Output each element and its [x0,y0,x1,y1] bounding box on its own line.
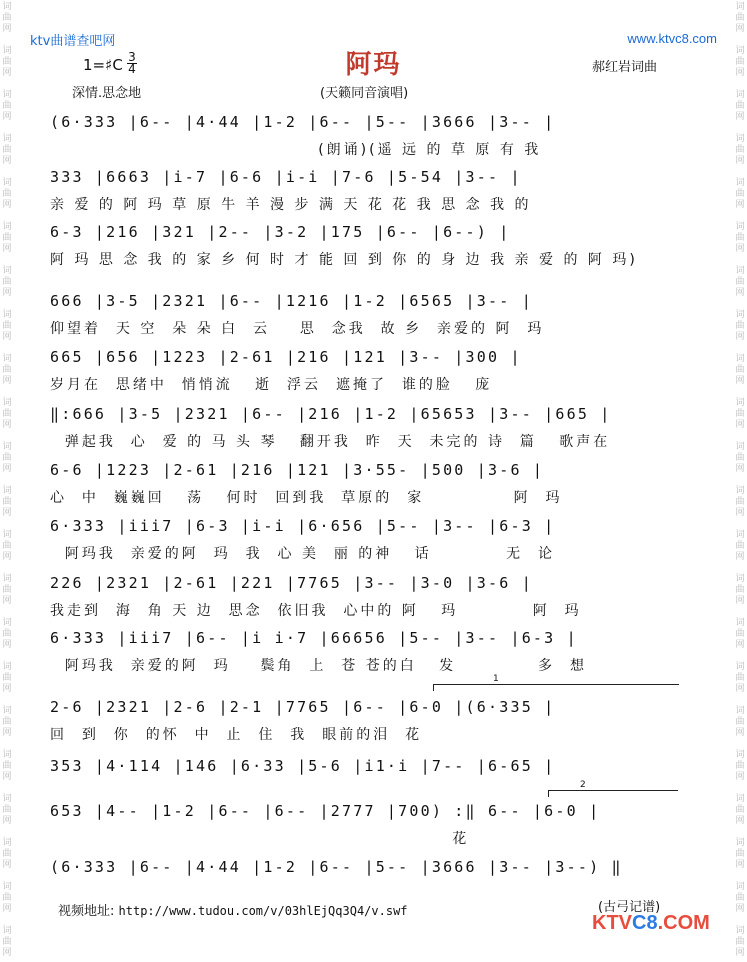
watermark-char: 网 [735,552,745,562]
watermark-char: 词 [735,926,745,936]
watermark-char: 词 [735,46,745,56]
watermark-char: 网 [735,816,745,826]
watermark-char: 网 [735,288,745,298]
video-url[interactable]: http://www.tudou.com/v/03hlEjQq3Q4/v.swf [118,904,408,918]
score-lyrics-row: 阿玛我 亲爱的阿 玛 鬓角 上 苍 苍的白 发 多 想 [50,658,587,674]
watermark-char: 网 [2,24,12,34]
watermark-char: 曲 [2,937,12,947]
watermark-char: 网 [2,904,12,914]
watermark-char: 词 [735,354,745,364]
watermark-char: 网 [735,376,745,386]
score-notes-row: 6-3 |216 |321 |2-- |3-2 |175 |6-- |6--) | [50,223,511,241]
watermark-char: 网 [735,200,745,210]
watermark-char: 网 [2,332,12,342]
watermark-char: 词 [735,442,745,452]
watermark-char: 网 [2,596,12,606]
watermark-char: 曲 [735,585,745,595]
watermark-char: 网 [2,112,12,122]
watermark-char: 曲 [2,893,12,903]
meter-bottom: 4 [128,62,136,76]
watermark-char: 曲 [735,145,745,155]
score-notes-row: 353 |4·114 |146 |6·33 |5-6 |i1·i |7-- |6-65 | [50,757,556,775]
watermark-char: 曲 [735,673,745,683]
score-notes-row: 333 |6663 |i-7 |6-6 |i-i |7-6 |5-54 |3-- | [50,168,522,186]
watermark-char: 词 [2,486,12,496]
watermark-char: 曲 [2,189,12,199]
site-name[interactable]: ktv曲谱查吧网 [30,34,116,49]
watermark-char: 词 [2,398,12,408]
watermark-char: 词 [735,266,745,276]
watermark-char: 词 [2,442,12,452]
score-lyrics-row: 弹起我 心 爱 的 马 头 琴 翻开我 昨 天 未完的 诗 篇 歌声在 [50,434,611,450]
score-notes-row: 226 |2321 |2-61 |221 |7765 |3-- |3-0 |3-6 | [50,574,533,592]
watermark-char: 网 [735,464,745,474]
watermark-char: 网 [735,332,745,342]
left-watermark [0,0,14,962]
score-notes-row: 653 |4-- |1-2 |6-- |6-- |2777 |700) :‖ 6-- |6-0 | [50,802,601,820]
score-lyrics-row: (朗诵)(遥 远 的 草 原 有 我 [50,142,542,158]
watermark-char: 曲 [735,629,745,639]
watermark-char: 网 [735,596,745,606]
score-lyrics-row: 亲 爱 的 阿 玛 草 原 牛 羊 漫 步 满 天 花 花 我 思 念 我 的 [50,197,532,213]
video-label: 视频地址: [58,904,115,919]
watermark-char: 曲 [2,717,12,727]
score-notes-row: 665 |656 |1223 |2-61 |216 |121 |3-- |300 | [50,348,522,366]
watermark-char: 网 [2,728,12,738]
watermark-char: 词 [735,618,745,628]
watermark-char: 曲 [2,321,12,331]
mood-marking: 深情.思念地 [72,86,142,101]
watermark-char: 网 [2,420,12,430]
watermark-char: 曲 [735,409,745,419]
watermark-char: 词 [735,2,745,12]
watermark-char: 网 [2,860,12,870]
score-notes-row: 6·333 |iii7 |6-- |i i·7 |66656 |5-- |3-- |6-3 | [50,629,578,647]
score-notes-row: 2-6 |2321 |2-6 |2-1 |7765 |6-- |6-0 |(6·335 | [50,698,556,716]
watermark-char: 曲 [2,101,12,111]
watermark-char: 曲 [2,233,12,243]
watermark-char: 词 [735,486,745,496]
watermark-char: 曲 [735,849,745,859]
song-title: 阿玛 [345,50,402,80]
watermark-char: 网 [2,244,12,254]
watermark-char: 网 [735,244,745,254]
watermark-char: 词 [2,222,12,232]
meter-top: 3 [128,50,136,64]
watermark-char: 曲 [735,805,745,815]
watermark-char: 词 [2,178,12,188]
watermark-char: 网 [2,376,12,386]
watermark-char: 曲 [735,717,745,727]
watermark-char: 词 [2,706,12,716]
watermark-char: 网 [2,508,12,518]
watermark-char: 曲 [735,541,745,551]
watermark-char: 词 [735,882,745,892]
watermark-char: 曲 [2,629,12,639]
watermark-char: 词 [735,574,745,584]
watermark-char: 网 [2,288,12,298]
watermark-char: 词 [2,926,12,936]
watermark-char: 曲 [2,761,12,771]
time-signature [127,52,137,75]
watermark-char: 曲 [2,585,12,595]
score-lyrics-row: 花 [50,831,470,847]
watermark-char: 词 [735,398,745,408]
watermark-char: 曲 [2,453,12,463]
watermark-char: 词 [2,310,12,320]
score-lyrics-row: 心 中 巍巍回 荡 何时 回到我 草原的 家 阿 玛 [50,490,563,506]
watermark-char: 网 [2,640,12,650]
watermark-char: 网 [2,684,12,694]
watermark-char: 词 [735,794,745,804]
watermark-char: 曲 [2,365,12,375]
watermark-char: 词 [735,838,745,848]
watermark-char: 曲 [2,541,12,551]
score-lyrics-row: 阿 玛 思 念 我 的 家 乡 何 时 才 能 回 到 你 的 身 边 我 亲 爱 的 阿 玛) [50,252,638,268]
watermark-char: 曲 [2,277,12,287]
score-notes-row: ‖:666 |3-5 |2321 |6-- |216 |1-2 |65653 |3-- |665 | [50,405,612,423]
site-url[interactable]: www.ktvc8.com [627,31,717,46]
watermark-char: 词 [735,706,745,716]
watermark-char: 网 [735,156,745,166]
watermark-char: 网 [735,728,745,738]
watermark-char: 词 [2,46,12,56]
watermark-char: 曲 [735,233,745,243]
watermark-char: 词 [735,178,745,188]
watermark-char: 曲 [735,101,745,111]
watermark-char: 网 [2,200,12,210]
watermark-char: 词 [735,662,745,672]
watermark-char: 词 [2,662,12,672]
key-signature: 1=♯C [83,56,123,74]
score-lyrics-row: 我走到 海 角 天 边 思念 依旧我 心中的 阿 玛 阿 玛 [50,603,582,619]
watermark-char: 词 [735,750,745,760]
watermark-char: 词 [735,90,745,100]
watermark-char: 网 [2,552,12,562]
watermark-char: 词 [735,530,745,540]
watermark-char: 网 [735,420,745,430]
watermark-char: 曲 [735,189,745,199]
watermark-char: 网 [735,68,745,78]
score-notes-row: (6·333 |6-- |4·44 |1-2 |6-- |5-- |3666 |3-- |3--) ‖ [50,858,623,876]
watermark-char: 曲 [2,145,12,155]
watermark-char: 词 [2,2,12,12]
watermark-char: 网 [735,860,745,870]
watermark-char: 网 [735,904,745,914]
watermark-char: 词 [2,838,12,848]
watermark-char: 词 [2,750,12,760]
watermark-char: 网 [2,948,12,958]
watermark-char: 曲 [2,497,12,507]
watermark-char: 词 [2,90,12,100]
watermark-char: 曲 [735,893,745,903]
performer: (天籁同音演唱) [320,86,409,101]
watermark-char: 词 [2,882,12,892]
score-notes-row: 666 |3-5 |2321 |6-- |1216 |1-2 |6565 |3-- | [50,292,533,310]
watermark-char: 网 [2,816,12,826]
watermark-char: 网 [735,772,745,782]
watermark-char: 曲 [735,277,745,287]
volta-second: 2 [548,790,678,791]
watermark-char: 曲 [735,321,745,331]
volta-first: 1 [433,684,679,685]
score-lyrics-row: 阿玛我 亲爱的阿 玛 我 心 美 丽 的神 话 无 论 [50,546,556,562]
watermark-char: 曲 [735,497,745,507]
video-address [58,900,408,919]
score-notes-row: 6·333 |iii7 |6-3 |i-i |6·656 |5-- |3-- |6-3 | [50,517,556,535]
watermark-char: 曲 [735,13,745,23]
score-notes-row: (6·333 |6-- |4·44 |1-2 |6-- |5-- |3666 |3-- | [50,113,556,131]
score-lyrics-row: 仰望着 天 空 朵 朵 白 云 思 念我 故 乡 亲爱的 阿 玛 [50,321,545,337]
watermark-char: 曲 [735,937,745,947]
ktvc8-logo[interactable]: KTVC8.COM [592,912,710,934]
watermark-char: 词 [2,134,12,144]
watermark-char: 词 [2,530,12,540]
watermark-char: 网 [735,112,745,122]
watermark-char: 词 [2,266,12,276]
score-lyrics-row: 回 到 你 的怀 中 止 住 我 眼前的泪 花 [50,727,423,743]
right-watermark [733,0,747,962]
watermark-char: 词 [2,574,12,584]
score-notes-row: 6-6 |1223 |2-61 |216 |121 |3·55- |500 |3-6 | [50,461,545,479]
watermark-char: 网 [735,24,745,34]
watermark-char: 曲 [2,13,12,23]
author: 郝红岩词曲 [592,60,658,75]
watermark-char: 网 [2,68,12,78]
watermark-char: 词 [735,310,745,320]
watermark-char: 曲 [735,453,745,463]
watermark-char: 曲 [2,673,12,683]
watermark-char: 词 [2,794,12,804]
watermark-char: 词 [2,618,12,628]
watermark-char: 词 [735,134,745,144]
watermark-char: 网 [735,640,745,650]
watermark-char: 词 [2,354,12,364]
watermark-char: 曲 [735,57,745,67]
watermark-char: 网 [2,464,12,474]
watermark-char: 网 [2,772,12,782]
watermark-char: 曲 [735,761,745,771]
watermark-char: 曲 [735,365,745,375]
watermark-char: 曲 [2,805,12,815]
watermark-char: 曲 [2,57,12,67]
watermark-char: 词 [735,222,745,232]
watermark-char: 网 [735,948,745,958]
watermark-char: 网 [2,156,12,166]
watermark-char: 网 [735,684,745,694]
watermark-char: 曲 [2,849,12,859]
score-lyrics-row: 岁月在 思绪中 悄悄流 逝 浮云 遮掩了 谁的脸 庞 [50,377,493,393]
notation-credit: (古弓记谱) [598,900,661,915]
watermark-char: 曲 [2,409,12,419]
watermark-char: 网 [735,508,745,518]
